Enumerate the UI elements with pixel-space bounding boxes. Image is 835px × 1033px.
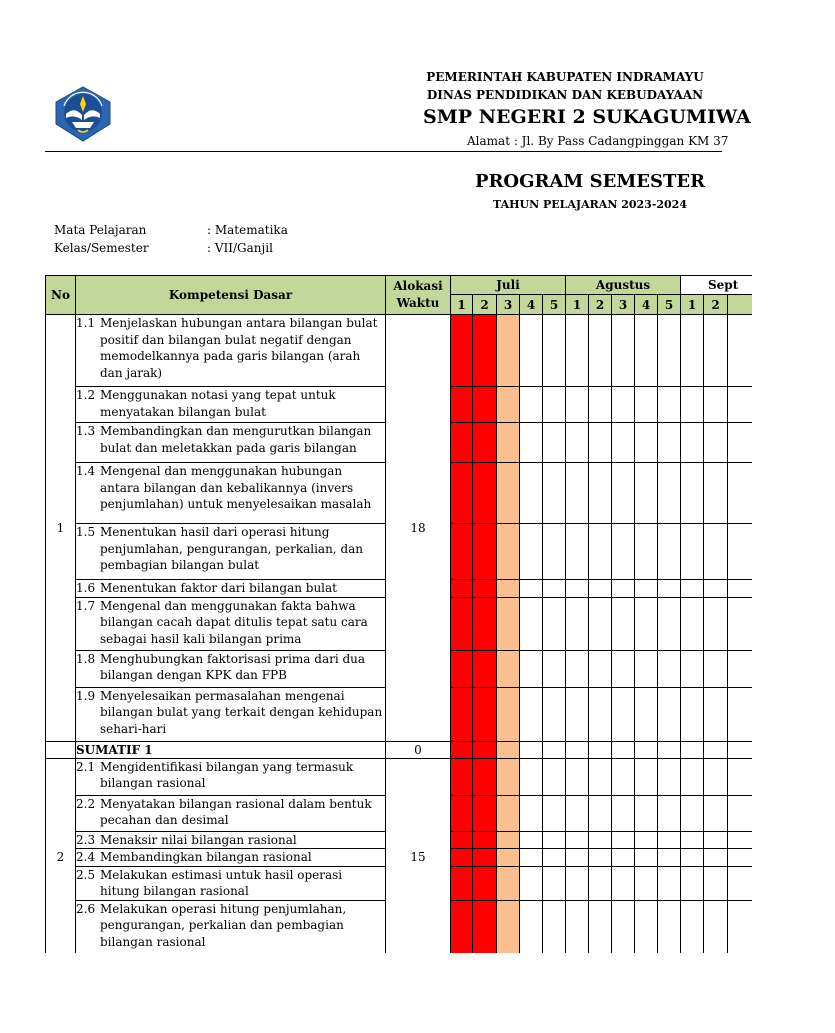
week-cell bbox=[728, 831, 752, 849]
kompetensi-dasar-cell bbox=[76, 687, 386, 741]
week-cell bbox=[635, 795, 658, 831]
week-cell bbox=[704, 741, 728, 758]
week-cell bbox=[520, 758, 543, 795]
kop-dinas: DINAS PENDIDIKAN DAN KEBUDAYAAN bbox=[426, 88, 704, 102]
week-cell bbox=[612, 597, 635, 650]
week-cell bbox=[520, 423, 543, 463]
week-cell bbox=[473, 463, 497, 524]
week-cell bbox=[704, 687, 728, 741]
week-cell bbox=[589, 423, 612, 463]
week-cell bbox=[728, 758, 752, 795]
week-cell bbox=[681, 687, 704, 741]
week-cell bbox=[451, 315, 473, 387]
school-address: Alamat : Jl. By Pass Cadangpinggan KM 37 bbox=[467, 134, 729, 148]
week-cell bbox=[704, 758, 728, 795]
week-cell bbox=[543, 315, 566, 387]
week-header: 2 bbox=[589, 295, 612, 315]
week-cell bbox=[728, 795, 752, 831]
week-cell bbox=[520, 866, 543, 900]
week-cell bbox=[497, 387, 520, 423]
week-cell bbox=[589, 463, 612, 524]
kompetensi-dasar-cell bbox=[76, 315, 386, 387]
page-title: PROGRAM SEMESTER bbox=[474, 171, 706, 192]
week-cell bbox=[497, 758, 520, 795]
header-alokasi-waktu: Alokasi Waktu bbox=[386, 276, 451, 315]
kd-number: 1.2 bbox=[76, 388, 96, 402]
week-cell bbox=[658, 524, 681, 580]
week-cell bbox=[704, 387, 728, 423]
week-cell bbox=[635, 315, 658, 387]
week-cell bbox=[451, 597, 473, 650]
kd-text: Menjelaskan hubungan antara bilangan bulat positif dan bilangan bulat negatif dengan memodelkannya pada garis bilangan (arah dan jarak) bbox=[100, 316, 378, 380]
week-cell bbox=[728, 687, 752, 741]
week-cell bbox=[543, 597, 566, 650]
kop-pemerintah: PEMERINTAH KABUPATEN INDRAMAYU bbox=[426, 70, 704, 84]
week-header: 2 bbox=[473, 295, 497, 315]
week-cell bbox=[543, 687, 566, 741]
kompetensi-dasar-cell bbox=[76, 866, 386, 900]
week-cell bbox=[520, 900, 543, 955]
header-no: No bbox=[46, 276, 76, 315]
week-cell bbox=[635, 687, 658, 741]
week-cell bbox=[566, 866, 589, 900]
week-cell bbox=[681, 597, 704, 650]
week-cell bbox=[728, 849, 752, 867]
page-cutoff bbox=[45, 953, 768, 1033]
kompetensi-dasar-cell bbox=[76, 900, 386, 955]
week-cell bbox=[473, 849, 497, 867]
week-cell bbox=[589, 900, 612, 955]
week-cell bbox=[543, 463, 566, 524]
week-cell bbox=[566, 831, 589, 849]
kd-number: 1.8 bbox=[76, 651, 96, 666]
week-cell bbox=[543, 423, 566, 463]
week-header: 4 bbox=[635, 295, 658, 315]
week-cell bbox=[635, 463, 658, 524]
alokasi-waktu: 15 bbox=[386, 758, 451, 955]
week-cell bbox=[520, 524, 543, 580]
kd-number: 1.1 bbox=[76, 316, 96, 330]
week-cell bbox=[520, 650, 543, 687]
week-cell bbox=[566, 900, 589, 955]
mapel-value: : Matematika bbox=[207, 223, 288, 237]
week-cell bbox=[612, 580, 635, 598]
week-cell bbox=[497, 650, 520, 687]
week-cell bbox=[543, 849, 566, 867]
week-cell bbox=[635, 387, 658, 423]
week-cell bbox=[658, 795, 681, 831]
week-cell bbox=[704, 831, 728, 849]
week-cell bbox=[543, 900, 566, 955]
week-cell bbox=[681, 795, 704, 831]
week-cell bbox=[612, 463, 635, 524]
kd-number: 1.6 bbox=[76, 581, 96, 595]
kd-number: 2.1 bbox=[76, 759, 96, 774]
week-cell bbox=[681, 315, 704, 387]
week-cell bbox=[566, 524, 589, 580]
kd-text: Melakukan estimasi untuk hasil operasi hitung bilangan rasional bbox=[100, 867, 343, 898]
week-header: 5 bbox=[543, 295, 566, 315]
week-cell bbox=[635, 524, 658, 580]
week-cell bbox=[658, 900, 681, 955]
week-cell bbox=[520, 831, 543, 849]
week-cell bbox=[658, 423, 681, 463]
header-divider bbox=[45, 151, 722, 152]
week-cell bbox=[612, 741, 635, 758]
kompetensi-dasar-cell bbox=[76, 524, 386, 580]
table-row bbox=[46, 758, 752, 795]
week-cell bbox=[589, 650, 612, 687]
kompetensi-dasar-cell bbox=[76, 580, 386, 598]
week-cell bbox=[451, 900, 473, 955]
header-month-september: Sept bbox=[681, 276, 752, 295]
week-cell bbox=[520, 597, 543, 650]
tut-wuri-handayani-logo bbox=[48, 84, 118, 144]
kompetensi-dasar-cell bbox=[76, 597, 386, 650]
week-cell bbox=[451, 687, 473, 741]
week-cell bbox=[451, 387, 473, 423]
week-cell bbox=[612, 758, 635, 795]
page-subtitle: TAHUN PELAJARAN 2023-2024 bbox=[492, 198, 687, 211]
week-cell bbox=[589, 758, 612, 795]
header-month-agustus: Agustus bbox=[566, 276, 681, 295]
kd-text: Melakukan operasi hitung penjumlahan, pengurangan, perkalian dan pembagian bilangan rasional bbox=[100, 901, 347, 949]
week-cell bbox=[520, 580, 543, 598]
week-cell bbox=[473, 795, 497, 831]
week-cell bbox=[589, 741, 612, 758]
week-cell bbox=[497, 524, 520, 580]
week-cell bbox=[543, 741, 566, 758]
week-cell bbox=[566, 741, 589, 758]
week-cell bbox=[658, 866, 681, 900]
kompetensi-dasar-cell bbox=[76, 831, 386, 849]
kd-number: 2.3 bbox=[76, 832, 96, 847]
kd-text: Mengenal dan menggunakan fakta bahwa bilangan cacah dapat ditulis tepat satu cara sebagai hasil kali bilangan prima bbox=[100, 598, 368, 646]
kd-number: 2.6 bbox=[76, 901, 96, 916]
kompetensi-dasar-cell bbox=[76, 463, 386, 524]
week-cell bbox=[451, 423, 473, 463]
week-cell bbox=[451, 831, 473, 849]
kompetensi-dasar-cell bbox=[76, 758, 386, 795]
week-cell bbox=[728, 580, 752, 598]
week-cell bbox=[473, 687, 497, 741]
week-cell bbox=[704, 597, 728, 650]
week-cell bbox=[681, 849, 704, 867]
week-cell bbox=[728, 423, 752, 463]
week-cell bbox=[612, 866, 635, 900]
week-cell bbox=[589, 831, 612, 849]
week-cell bbox=[728, 463, 752, 524]
week-cell bbox=[681, 741, 704, 758]
week-cell bbox=[451, 580, 473, 598]
week-cell bbox=[566, 795, 589, 831]
week-cell bbox=[543, 758, 566, 795]
week-cell bbox=[658, 387, 681, 423]
week-cell bbox=[658, 650, 681, 687]
week-cell bbox=[728, 900, 752, 955]
week-cell bbox=[473, 758, 497, 795]
week-cell bbox=[520, 387, 543, 423]
week-cell bbox=[658, 741, 681, 758]
week-cell bbox=[612, 524, 635, 580]
week-cell bbox=[520, 687, 543, 741]
kompetensi-dasar-cell bbox=[76, 423, 386, 463]
program-semester-table bbox=[45, 275, 752, 956]
week-cell bbox=[681, 387, 704, 423]
kd-number: 1.4 bbox=[76, 464, 96, 478]
week-cell bbox=[473, 650, 497, 687]
week-cell bbox=[473, 597, 497, 650]
week-cell bbox=[473, 900, 497, 955]
week-cell bbox=[612, 423, 635, 463]
week-cell bbox=[612, 831, 635, 849]
kompetensi-dasar-cell bbox=[76, 650, 386, 687]
week-cell bbox=[658, 580, 681, 598]
week-cell bbox=[589, 795, 612, 831]
kd-text: Menentukan hasil dari operasi hitung penjumlahan, pengurangan, perkalian, dan pembagian bilangan bulat bbox=[100, 525, 364, 572]
week-header: 3 bbox=[612, 295, 635, 315]
week-header: 2 bbox=[704, 295, 728, 315]
week-cell bbox=[589, 849, 612, 867]
week-cell bbox=[566, 597, 589, 650]
week-cell bbox=[520, 849, 543, 867]
kompetensi-dasar-cell bbox=[76, 795, 386, 831]
week-cell bbox=[635, 849, 658, 867]
week-cell bbox=[658, 758, 681, 795]
group-number: 2 bbox=[46, 758, 76, 955]
week-cell bbox=[589, 315, 612, 387]
week-header: 5 bbox=[658, 295, 681, 315]
week-cell bbox=[728, 597, 752, 650]
week-cell bbox=[543, 795, 566, 831]
alokasi-waktu: 0 bbox=[386, 741, 451, 758]
week-cell bbox=[451, 795, 473, 831]
week-cell bbox=[612, 650, 635, 687]
week-cell bbox=[635, 423, 658, 463]
group-number: 1 bbox=[46, 315, 76, 742]
week-cell bbox=[589, 687, 612, 741]
kd-number: 1.3 bbox=[76, 424, 96, 438]
week-cell bbox=[566, 687, 589, 741]
kelas-value: : VII/Ganjil bbox=[207, 241, 273, 255]
week-cell bbox=[681, 758, 704, 795]
week-cell bbox=[451, 866, 473, 900]
week-cell bbox=[473, 831, 497, 849]
week-cell bbox=[497, 423, 520, 463]
week-cell bbox=[497, 849, 520, 867]
alokasi-waktu: 18 bbox=[386, 315, 451, 742]
week-cell bbox=[566, 423, 589, 463]
kd-text: Menggunakan notasi yang tepat untuk menyatakan bilangan bulat bbox=[100, 388, 336, 419]
kd-text: Mengenal dan menggunakan hubungan antara bilangan dan kebalikannya (invers penjumlahan) untuk menyelesaikan masalah bbox=[100, 464, 372, 511]
week-header: 4 bbox=[520, 295, 543, 315]
week-cell bbox=[635, 580, 658, 598]
week-cell bbox=[635, 597, 658, 650]
week-cell bbox=[728, 866, 752, 900]
week-cell bbox=[473, 580, 497, 598]
kompetensi-dasar-cell bbox=[76, 849, 386, 867]
kd-number: 1.9 bbox=[76, 688, 96, 703]
table-row bbox=[46, 741, 752, 758]
table-row bbox=[46, 315, 752, 387]
week-header: 1 bbox=[451, 295, 473, 315]
week-cell bbox=[497, 463, 520, 524]
week-cell bbox=[473, 866, 497, 900]
kompetensi-dasar-cell bbox=[76, 387, 386, 423]
week-cell bbox=[566, 650, 589, 687]
week-cell bbox=[589, 866, 612, 900]
week-cell bbox=[451, 650, 473, 687]
week-cell bbox=[658, 831, 681, 849]
week-cell bbox=[473, 387, 497, 423]
week-cell bbox=[473, 315, 497, 387]
week-cell bbox=[543, 650, 566, 687]
week-cell bbox=[473, 524, 497, 580]
week-cell bbox=[451, 758, 473, 795]
week-cell bbox=[658, 849, 681, 867]
week-header: 1 bbox=[566, 295, 589, 315]
kd-number: 2.4 bbox=[76, 850, 96, 864]
week-cell bbox=[704, 524, 728, 580]
week-cell bbox=[473, 423, 497, 463]
week-cell bbox=[612, 315, 635, 387]
week-cell bbox=[635, 650, 658, 687]
week-cell bbox=[612, 687, 635, 741]
week-cell bbox=[681, 524, 704, 580]
week-cell bbox=[635, 758, 658, 795]
week-cell bbox=[612, 387, 635, 423]
week-cell bbox=[520, 795, 543, 831]
week-cell bbox=[704, 795, 728, 831]
week-cell bbox=[520, 741, 543, 758]
week-cell bbox=[658, 597, 681, 650]
week-cell bbox=[704, 900, 728, 955]
week-cell bbox=[451, 741, 473, 758]
sumatif-label: SUMATIF 1 bbox=[76, 741, 386, 758]
week-cell bbox=[704, 866, 728, 900]
week-cell bbox=[728, 524, 752, 580]
week-cell bbox=[704, 849, 728, 867]
week-header: 1 bbox=[681, 295, 704, 315]
week-cell bbox=[543, 866, 566, 900]
week-cell bbox=[681, 650, 704, 687]
week-cell bbox=[566, 463, 589, 524]
week-cell bbox=[451, 463, 473, 524]
week-cell bbox=[543, 831, 566, 849]
week-cell bbox=[589, 387, 612, 423]
kd-number: 1.7 bbox=[76, 598, 96, 613]
week-cell bbox=[612, 900, 635, 955]
kd-number: 2.2 bbox=[76, 796, 96, 811]
week-cell bbox=[635, 866, 658, 900]
week-cell bbox=[566, 580, 589, 598]
week-header: 3 bbox=[497, 295, 520, 315]
kd-text: Menyatakan bilangan rasional dalam bentuk pecahan dan desimal bbox=[100, 796, 372, 827]
week-cell bbox=[728, 741, 752, 758]
kd-text: Menghubungkan faktorisasi prima dari dua bilangan dengan KPK dan FPB bbox=[100, 651, 366, 682]
week-cell bbox=[658, 687, 681, 741]
week-cell bbox=[497, 741, 520, 758]
week-cell bbox=[704, 423, 728, 463]
kd-text: Membandingkan dan mengurutkan bilangan bulat dan meletakkan pada garis bilangan bbox=[100, 424, 372, 455]
week-cell bbox=[497, 795, 520, 831]
week-cell bbox=[473, 741, 497, 758]
kd-text: Menentukan faktor dari bilangan bulat bbox=[100, 581, 337, 595]
week-cell bbox=[566, 849, 589, 867]
week-cell bbox=[612, 795, 635, 831]
week-cell bbox=[704, 580, 728, 598]
kd-number: 1.5 bbox=[76, 525, 96, 539]
kd-text: Membandingkan bilangan rasional bbox=[100, 850, 312, 864]
week-cell bbox=[704, 650, 728, 687]
week-cell bbox=[566, 315, 589, 387]
week-cell bbox=[497, 831, 520, 849]
week-cell bbox=[681, 463, 704, 524]
week-cell bbox=[635, 900, 658, 955]
week-cell bbox=[635, 741, 658, 758]
week-cell bbox=[681, 900, 704, 955]
week-cell bbox=[451, 849, 473, 867]
school-name: SMP NEGERI 2 SUKAGUMIWA bbox=[423, 106, 751, 128]
kd-text: Menaksir nilai bilangan rasional bbox=[100, 832, 297, 847]
week-cell bbox=[497, 687, 520, 741]
week-cell bbox=[589, 580, 612, 598]
week-cell bbox=[543, 387, 566, 423]
kd-text: Mengidentifikasi bilangan yang termasuk bilangan rasional bbox=[100, 759, 354, 790]
kelas-label: Kelas/Semester bbox=[54, 241, 149, 255]
week-cell bbox=[681, 866, 704, 900]
week-cell bbox=[520, 315, 543, 387]
week-cell bbox=[681, 423, 704, 463]
week-cell bbox=[543, 580, 566, 598]
week-cell bbox=[497, 315, 520, 387]
week-cell bbox=[497, 900, 520, 955]
week-cell bbox=[728, 315, 752, 387]
week-cell bbox=[658, 315, 681, 387]
week-cell bbox=[497, 866, 520, 900]
week-cell bbox=[704, 463, 728, 524]
week-cell bbox=[728, 650, 752, 687]
week-cell bbox=[728, 387, 752, 423]
kd-text: Menyelesaikan permasalahan mengenai bilangan bulat yang terkait dengan kehidupan sehari-hari bbox=[100, 688, 383, 736]
header-kompetensi-dasar: Kompetensi Dasar bbox=[76, 276, 386, 315]
week-cell bbox=[589, 597, 612, 650]
group-number-empty bbox=[46, 741, 76, 758]
week-cell bbox=[681, 580, 704, 598]
week-cell bbox=[520, 463, 543, 524]
week-cell bbox=[451, 524, 473, 580]
mapel-label: Mata Pelajaran bbox=[54, 223, 147, 237]
week-cell bbox=[635, 831, 658, 849]
week-header-empty bbox=[728, 295, 752, 315]
header-month-juli: Juli bbox=[451, 276, 566, 295]
week-cell bbox=[612, 849, 635, 867]
week-cell bbox=[589, 524, 612, 580]
week-cell bbox=[497, 580, 520, 598]
week-cell bbox=[681, 831, 704, 849]
week-cell bbox=[543, 524, 566, 580]
week-cell bbox=[566, 387, 589, 423]
week-cell bbox=[566, 758, 589, 795]
week-cell bbox=[704, 315, 728, 387]
kd-number: 2.5 bbox=[76, 867, 96, 882]
week-cell bbox=[497, 597, 520, 650]
week-cell bbox=[658, 463, 681, 524]
